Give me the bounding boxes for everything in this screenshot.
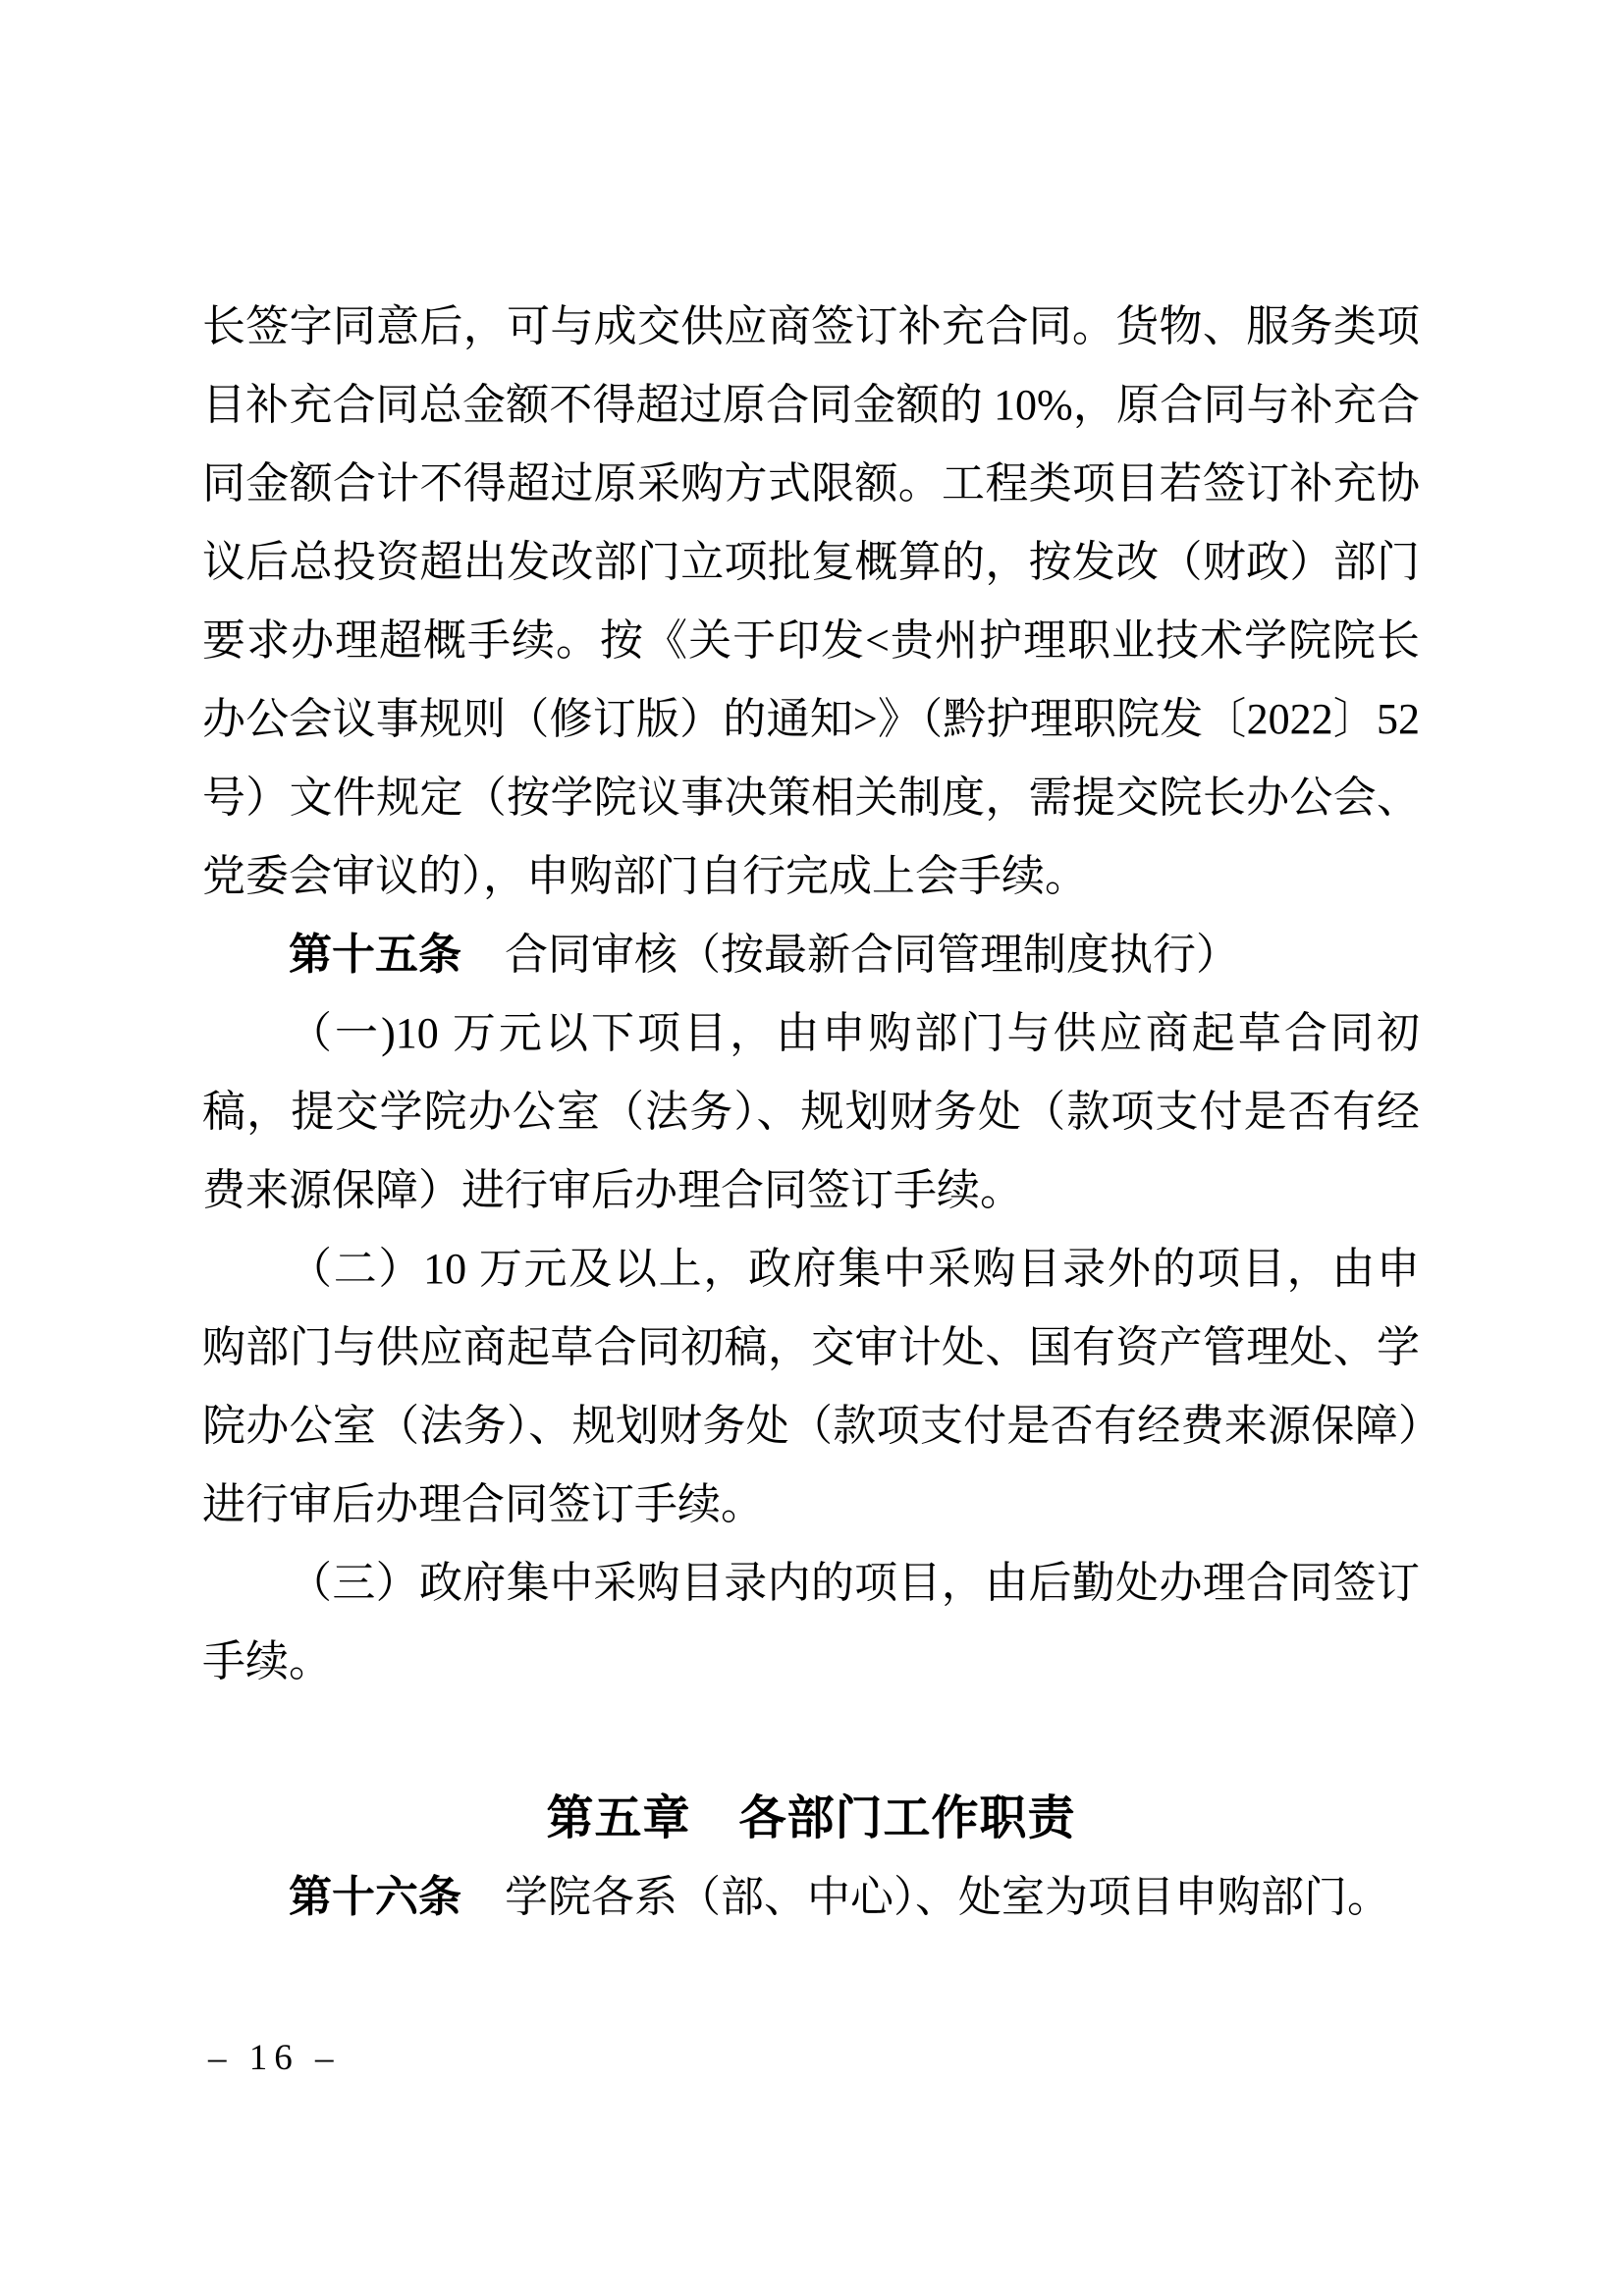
text-run: 合同审核（按最新合同管理制度执行）: [461, 931, 1239, 979]
text-run: 学院各系（部、中心）、处室为项目申购部门。: [461, 1873, 1390, 1921]
chapter-heading: 第五章 各部门工作职责: [546, 1792, 1076, 1844]
text-run: （三）政府集中采购目录内的项目，由后勤处办理合同签订手续。: [202, 1559, 1420, 1685]
page-number: – 16 –: [208, 2038, 341, 2078]
paragraph: [202, 916, 1420, 994]
paragraph: [202, 1544, 1420, 1701]
text-run: （二）10 万元及以上，政府集中采购目录外的项目，由申购部门与供应商起草合同初稿，交审计处、国有资产管理处、学院办公室（法务）、规划财务处（款项支付是否有经费来源保障）进行审后办理合同签订手续。: [202, 1245, 1420, 1528]
document-body: [202, 288, 1420, 1937]
article-number: 第十五条: [289, 931, 461, 979]
paragraph: [202, 1858, 1420, 1937]
paragraph: [202, 994, 1420, 1230]
article-number: 第十六条: [289, 1873, 461, 1921]
text-run: 长签字同意后，可与成交供应商签订补充合同。货物、服务类项目补充合同总金额不得超过原合同金额的 10%，原合同与补充合同金额合计不得超过原采购方式限额。工程类项目若签订补充协议后总投资超出发改部门立项批复概算的，按发改（财政）部门要求办理超概手续。按《关于印发<贵州护理职业技术学院院长办公会议事规则（修订版）的通知>》（黔护理职院发〔2022〕52 号）文件规定（按学院议事决策相关制度，需提交院长办公会、党委会审议的），申购部门自行完成上会手续。: [202, 302, 1420, 900]
text-run: （一)10 万元以下项目，由申购部门与供应商起草合同初稿，提交学院办公室（法务）、规划财务处（款项支付是否有经费来源保障）进行审后办理合同签订手续。: [202, 1009, 1420, 1214]
paragraph: [202, 1230, 1420, 1544]
paragraph: [202, 288, 1420, 916]
